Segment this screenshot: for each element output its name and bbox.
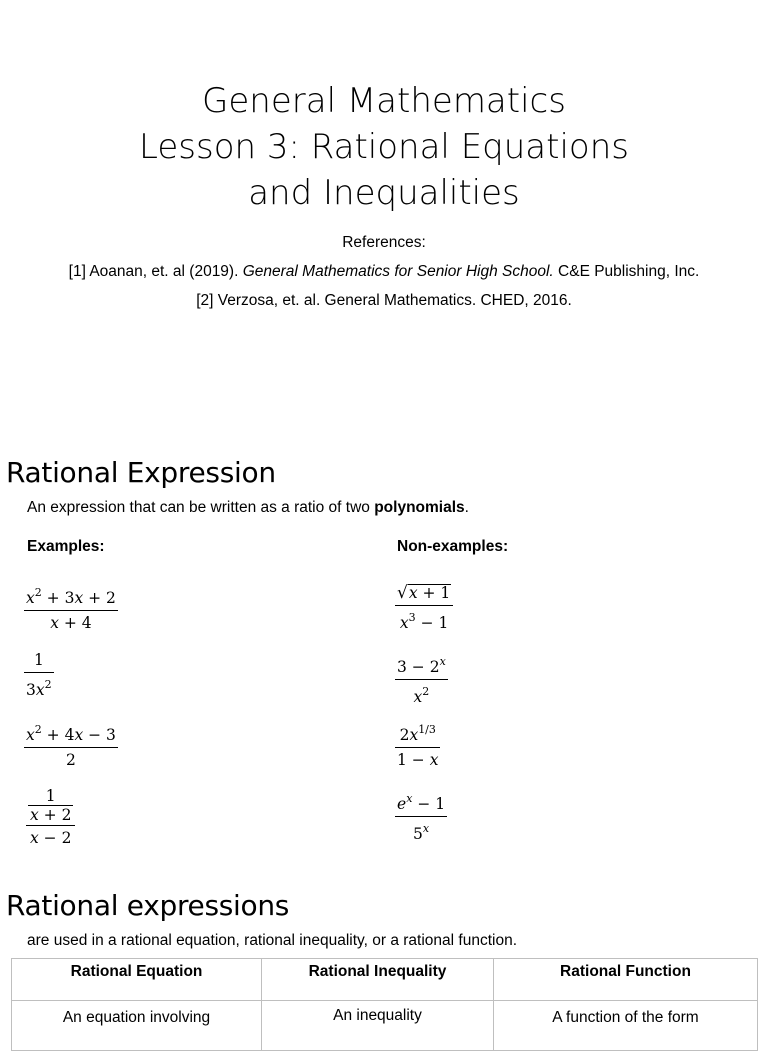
example-4-numerator [26,787,75,825]
example-2-fraction [24,651,54,699]
table-header-function: Rational Function [494,959,758,1001]
table-header-equation: Rational Equation [12,959,262,1001]
example-3-denominator: 2 [66,751,76,769]
nonexample-2-denominator: $x^2$ [413,685,430,706]
nonexample-1-fraction [395,584,453,632]
reference-1-publisher: C&E Publishing, Inc. [553,263,700,280]
nonexample-4-numerator: $e^x - 1$ [397,792,446,813]
example-4-denominator: x − 2 [30,829,72,847]
example-1-fraction [24,584,118,632]
table-header-inequality: Rational Inequality [262,959,494,1001]
rational-expressions-subtitle: are used in a rational equation, rational inequality, or a rational function. [27,932,517,949]
rational-expression-heading: Rational Expression [6,456,276,489]
table-cell-inequality: An inequality [262,1001,494,1051]
nonexample-2-numerator: $3 - 2^x$ [397,655,446,676]
example-4-complex-fraction [26,787,75,847]
definition-text [27,499,469,517]
definition-prefix: An expression that can be written as a ratio of two [27,499,375,516]
example-4-inner-fraction [28,787,73,824]
rational-types-table [11,958,758,1051]
examples-label: Examples: [27,538,105,555]
nonexample-4-fraction [395,790,447,843]
example-3-fraction [24,721,118,769]
title-slide [0,0,768,430]
definition-bold: polynomials [374,499,465,516]
example-1-denominator: x + 4 [50,614,92,632]
references [0,228,768,315]
reference-1 [0,257,768,286]
reference-1-authors: [1] Aoanan, et. al (2019). [68,263,243,280]
example-1-numerator: $x^2 + 3x + 2$ [26,586,116,607]
inner-numerator: 1 [45,787,56,805]
title-line-2: Lesson 3: Rational Equations [139,127,629,167]
reference-1-title: General Mathematics for Senior High School. [242,263,554,280]
nonexample-1-numerator: √ x + 1 [397,583,451,603]
nonexample-4-denominator: 5$^x$ [413,822,430,843]
definition-suffix: . [464,499,469,516]
nonexample-3-denominator: 1 − x [397,751,439,769]
nonexample-3-numerator: $2x^{1/3}$ [399,723,436,744]
inner-denominator: x + 2 [30,806,72,824]
rational-expressions-heading: Rational expressions [6,889,290,922]
nonexample-1-denominator: $x^3 - 1$ [399,611,449,632]
reference-2: [2] Verzosa, et. al. General Mathematics. CHED, 2016. [196,292,572,309]
example-3-numerator: $x^2 + 4x - 3$ [26,723,116,744]
table-header-row [12,959,758,1001]
table-row [12,1001,758,1051]
nonexample-2-fraction [395,653,448,706]
title-line-3: and Inequalities [248,173,520,213]
slide-title [0,78,768,216]
nonexample-3-fraction [395,721,440,769]
table-cell-equation: An equation involving [12,1001,262,1051]
example-2-numerator: 1 [34,651,44,669]
table-cell-function: A function of the form [494,1001,758,1051]
nonexamples-label: Non-examples: [397,538,509,555]
example-2-denominator: $3x^2$ [26,678,52,699]
title-line-1: General Mathematics [202,81,566,121]
references-label: References: [342,234,426,251]
